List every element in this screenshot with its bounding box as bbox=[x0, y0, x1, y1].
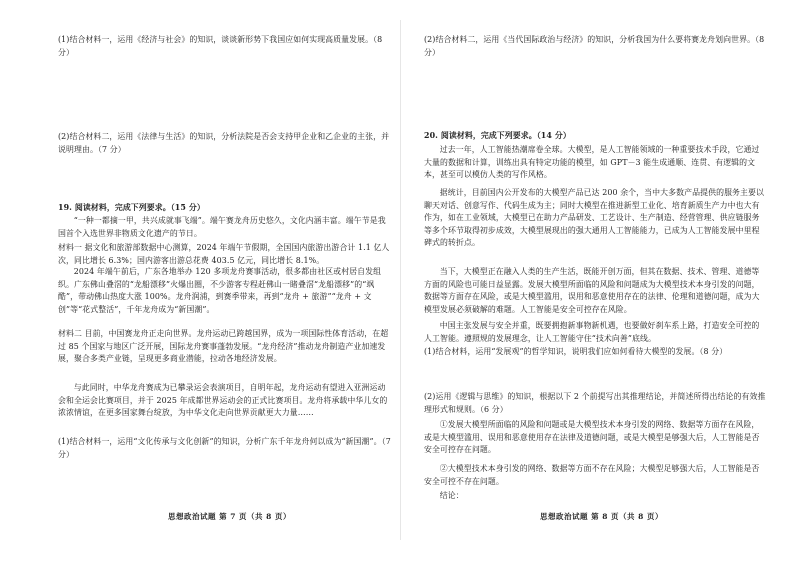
page-divider bbox=[400, 20, 401, 540]
material-two: 材料二 目前，中国赛龙舟正走向世界。龙舟运动已跨越国界，成为一项国际性体育活动，在超过 85 个国家与地区广泛开展，国际龙舟赛事蓬勃发展。“龙舟经济”推动龙舟制造产业加速发展，聚合多类产业链，呈现更多商业潜能，拉动各地经济发展。 bbox=[58, 329, 389, 363]
question-20-part-2: (2)运用《逻辑与思维》的知识，根据以下 2 个前提写出其推理结论，并简述所得出结论的有效推理形式和规则。（6 分） bbox=[424, 392, 766, 414]
question-20-part-1: (1)结合材料，运用“发展观”的哲学知识，说明我们应如何看待大模型的发展。（8 分） bbox=[424, 347, 728, 356]
question-19-part-1: (1)结合材料一，运用“文化传承与文化创新”的知识，分析广东千年龙舟何以成为“新国潮”。（7 分） bbox=[58, 437, 391, 459]
material-two-continued: 与此同时，中华龙舟赛成为已攀录运会表演项目，自明年起，龙舟运动有望进入亚洲运动会和全运会比赛项目，并于 2025 年成都世界运动会的正式比赛项目。龙舟将承载中华儿女的浓浓情谊，在更多国家舞台绽放，为中华文化走向世界贡献更大力量…… bbox=[58, 383, 388, 417]
material-paragraph-1: 过去一年，人工智能热潮席卷全球。大模型，是人工智能领域的一种重要技术手段，它通过大量的数据和计算，训练出具有特定功能的模型，如 GPT－3 能生成通顺、连贯、有逻辑的文本，甚至可以模仿人类的写作风格。 bbox=[424, 145, 760, 179]
left-page-footer: 思想政治试题 第 7 页（共 8 页） bbox=[168, 512, 291, 521]
question-20-heading: 20. 阅读材料，完成下列要求。（14 分） bbox=[424, 131, 571, 140]
material-paragraph-4: 中国主张发展与安全并重，既要拥抱新事物新机遇，也要做好刹车系上路，打造安全可控的人工智能。遵照规的发展理念，让人工智能守住“技术向善”底线。 bbox=[424, 321, 760, 343]
question-18-part-2: (2)结合材料二，运用《法律与生活》的知识，分析法院是否会支持甲企业和乙企业的主张，并说明理由。（7 分） bbox=[58, 132, 390, 154]
material-one-continued: 2024 年端午前后，广东各地举办 120 多项龙舟赛事活动，很多都由社区或村居自发组织。广东佛山叠滘的“龙船漂移”火爆出圈，不少游客专程赶佛山一睹叠滘“龙船漂移”的“飒酷”，带动佛山热度大涨 100%。龙舟润浦，到赛季带来，再到“龙舟 + 旅游”“龙舟 + 文创”等“花式整活”，千年龙舟成为“新国潮”。 bbox=[58, 267, 382, 314]
conclusion-label: 结论： bbox=[439, 491, 464, 500]
premise-1: ①发展大模型所面临的风险和问题或是大模型技术本身引发的网络、数据等方面存在风险，或是大模型滥用、误用和恶意使用存在法律及道德问题，或是大模型是够强大后，人工智能是否安全可控存在问题。 bbox=[424, 420, 760, 454]
question-18-part-1: (1)结合材料一，运用《经济与社会》的知识，谈谈新形势下我国应如何实现高质量发展。（8 分） bbox=[58, 35, 383, 57]
material-paragraph-2: 据统计，目前国内公开发布的大模型产品已达 200 余个，当中大多数产品提供的服务主要以聊天对话、创意写作、代码生成为主；同时大模型在推进新型工业化、培育新质生产力中也大有作为，如在工业领域，大模型已在助力产品研发、工艺设计、生产制造、经营管理、供应链服务等多个环节取得初步成效，大模型展现出的强大通用人工智能能力，已成为人工智能发展中里程碑式的转折点。 bbox=[424, 188, 765, 247]
premise-2: ②大模型技术本身引发的网络、数据等方面不存在风险；大模型足够强大后，人工智能是否安全可控不存在问题。 bbox=[424, 464, 760, 486]
material-one: 材料一 据文化和旅游部数据中心测算，2024 年端午节假期，全国国内旅游出游合计 1.1 亿人次，同比增长 6.3%；国内游客出游总花费 403.5 亿元，同比增长 8.1%。 bbox=[58, 243, 390, 265]
question-18-part-3: (2)结合材料二，运用《当代国际政治与经济》的知识，分析我国为什么要将赛龙舟划向世界。（8 分） bbox=[424, 35, 765, 57]
right-page-footer: 思想政治试题 第 8 页（共 8 页） bbox=[540, 512, 663, 521]
material-paragraph-3: 当下，大模型正在融入人类的生产生活，既能开创万面，但其在数据、技术、管理、道德等方面的风险也可能日益显露。发展大模型所面临的风险和问题成为大模型技术本身引发的问题，数据等方面存在风险，或是大模型滥用，误用和恶意使用存在的法律、伦理和道德问题，成为大模型发展必须破解的难题。人工智能是安全可控存在风险。 bbox=[424, 267, 760, 314]
question-19-heading: 19. 阅读材料，完成下列要求。（15 分） bbox=[58, 203, 205, 212]
question-19-intro: “一种一都摘一甲，共兴成就事飞端”。端午赛龙舟历史悠久，文化内涵丰富。端午节是我国首个入选世界非物质文化遗产的节日。 bbox=[58, 216, 386, 238]
